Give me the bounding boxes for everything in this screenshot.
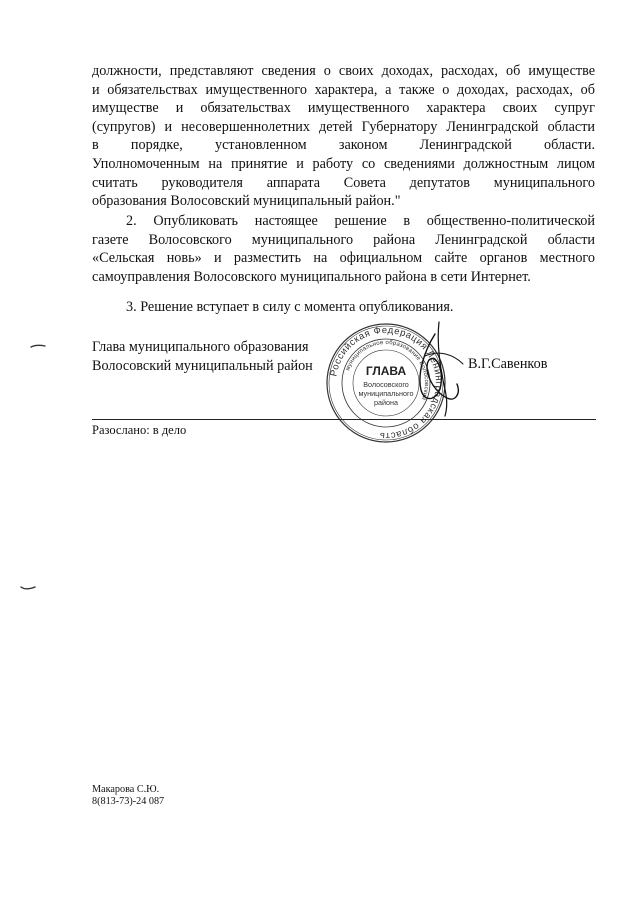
paragraph-1-line: Уполномоченным на принятие и работу со сведениями должностным лицом [92,155,595,172]
scan-mark [30,343,46,349]
stamp-center-line: Волосовского [363,380,409,389]
distribution-note: Разослано: в дело [92,423,187,437]
stamp-center-line: муниципального [358,389,414,398]
paragraph-1-line: имуществе и обязательствах имущественного характера своих супруг [92,100,595,117]
paragraph-2-line: «Сельская новь» и разместить на официальном сайте органов местного [92,250,595,267]
paragraph-1-line: считать руководителя аппарата Совета депутатов муниципального [92,174,595,191]
scan-mark [20,585,36,591]
paragraph-2-line: 2. Опубликовать настоящее решение в общественно-политической [126,213,595,229]
paragraph-3 [126,298,596,317]
paragraph-2-line: газете Волосовского муниципального района Ленинградской области [92,231,595,248]
paragraph-2 [92,212,595,286]
signatory-position-line-2: Волосовский муниципальный район [92,358,313,374]
signatory-position-line-1: Глава муниципального образования [92,339,309,355]
stamp-outer-text: Российская Федерация Ленинградская область [328,324,445,442]
paragraph-1-line: и обязательствах имущественного характера, а также о доходах, расходах, об [92,81,595,98]
stamp-inner-text: муниципальное образование Волосовский [345,339,430,401]
signatory-position [92,338,313,376]
footer-contact [92,784,164,809]
footer-author: Макарова С.Ю. [92,784,160,795]
paragraph-1-line: (супругов) и несовершеннолетних детей Губернатору Ленинградской области [92,118,595,135]
stamp-title: ГЛАВА [365,364,407,378]
footer-phone: 8(813-73)-24 087 [92,796,165,808]
paragraph-1 [92,62,595,211]
stamp-center-line: района [374,398,398,407]
horizontal-divider [92,419,596,420]
paragraph-1-line: в порядке, установленном законом Ленинградской области. [92,137,595,154]
handwritten-signature [395,320,475,440]
signatory-name: В.Г.Савенков [468,356,548,372]
paragraph-1-line: должности, представляют сведения о своих доходах, расходах, об имуществе [92,63,595,79]
paragraph-2-line: самоуправления Волосовского муниципального района в сети Интернет. [92,268,531,285]
paragraph-3-line: 3. Решение вступает в силу с момента опубликования. [126,299,454,315]
paragraph-1-line: образования Волосовский муниципальный район." [92,193,401,210]
